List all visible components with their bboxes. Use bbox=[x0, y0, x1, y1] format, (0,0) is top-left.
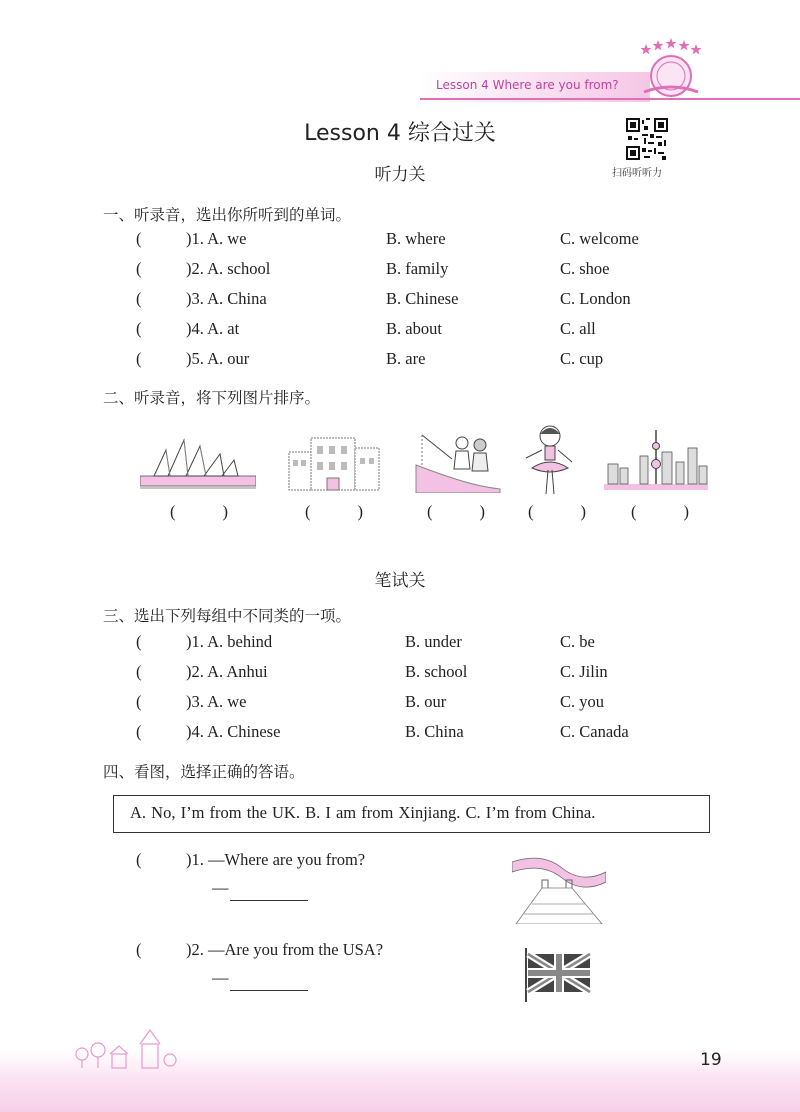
item-b: B. Chinese bbox=[386, 289, 459, 308]
castle-decoration-icon bbox=[72, 1024, 182, 1070]
item-b: B. under bbox=[405, 632, 462, 651]
picture-order-paren[interactable]: ( ) bbox=[170, 502, 228, 521]
buildings-picture bbox=[285, 428, 383, 494]
ballet-girl-picture bbox=[522, 422, 574, 500]
part2-heading: 二、听录音，将下列图片排序。 bbox=[103, 389, 321, 407]
question-text: )2. —Are you from the USA? bbox=[186, 940, 384, 959]
item-a: )1. A. behind bbox=[186, 632, 273, 651]
item-a: )2. A. Anhui bbox=[186, 662, 268, 681]
qr-caption: 扫码听听力 bbox=[612, 168, 662, 179]
part1-heading: 一、听录音，选出你所听到的单词。 bbox=[103, 206, 352, 224]
item-c: C. all bbox=[560, 319, 596, 338]
listening-section-title: 听力关 bbox=[374, 165, 426, 185]
picture-order-paren[interactable]: ( ) bbox=[528, 502, 586, 521]
item-c: C. welcome bbox=[560, 229, 639, 248]
item-a: )4. A. at bbox=[186, 319, 240, 338]
header-rule bbox=[420, 98, 800, 100]
item-b: B. are bbox=[386, 349, 426, 368]
item-a: )3. A. China bbox=[186, 289, 267, 308]
answer-paren[interactable]: ( bbox=[136, 229, 142, 248]
answer-paren[interactable]: ( bbox=[136, 349, 142, 368]
item-a: )1. A. we bbox=[186, 229, 247, 248]
answer-paren[interactable]: ( bbox=[136, 259, 142, 278]
picture-order-paren[interactable]: ( ) bbox=[305, 502, 363, 521]
kids-fishing-picture bbox=[412, 425, 504, 493]
answer-dash: — bbox=[212, 878, 229, 897]
uk-flag-picture bbox=[520, 948, 592, 1002]
item-c: C. be bbox=[560, 632, 595, 651]
page-title: Lesson 4 综合过关 bbox=[304, 121, 496, 146]
item-a: )5. A. our bbox=[186, 349, 250, 368]
picture-order-paren[interactable]: ( ) bbox=[427, 502, 485, 521]
answer-blank[interactable] bbox=[230, 900, 308, 901]
item-b: B. school bbox=[405, 662, 468, 681]
part4-heading: 四、看图，选择正确的答语。 bbox=[103, 763, 305, 781]
item-b: B. family bbox=[386, 259, 449, 278]
brand-badge-icon bbox=[636, 38, 706, 100]
answer-paren[interactable]: ( bbox=[136, 850, 142, 869]
item-b: B. our bbox=[405, 692, 447, 711]
answer-paren[interactable]: ( bbox=[136, 692, 142, 711]
item-c: C. Jilin bbox=[560, 662, 608, 681]
item-c: C. cup bbox=[560, 349, 604, 368]
great-wall-picture bbox=[512, 848, 606, 924]
item-b: B. China bbox=[405, 722, 464, 741]
header-lesson-text: Lesson 4 Where are you from? bbox=[436, 78, 619, 92]
item-c: C. shoe bbox=[560, 259, 610, 278]
answer-paren[interactable]: ( bbox=[136, 289, 142, 308]
answer-blank[interactable] bbox=[230, 990, 308, 991]
qr-code-icon[interactable] bbox=[626, 118, 668, 160]
item-a: )4. A. Chinese bbox=[186, 722, 281, 741]
page-number: 19 bbox=[700, 1050, 722, 1070]
answer-paren[interactable]: ( bbox=[136, 722, 142, 741]
answer-paren[interactable]: ( bbox=[136, 632, 142, 651]
answer-dash: — bbox=[212, 968, 229, 987]
answer-options-text: A. No, I’m from the UK. B. I am from Xinjiang. C. I’m from China. bbox=[130, 803, 596, 822]
item-c: C. Canada bbox=[560, 722, 629, 741]
city-skyline-picture bbox=[604, 428, 708, 494]
item-c: C. you bbox=[560, 692, 605, 711]
question-text: )1. —Where are you from? bbox=[186, 850, 366, 869]
item-c: C. London bbox=[560, 289, 631, 308]
item-b: B. where bbox=[386, 229, 446, 248]
item-a: )2. A. school bbox=[186, 259, 271, 278]
answer-paren[interactable]: ( bbox=[136, 662, 142, 681]
part3-heading: 三、选出下列每组中不同类的一项。 bbox=[103, 607, 352, 625]
answer-paren[interactable]: ( bbox=[136, 319, 142, 338]
item-b: B. about bbox=[386, 319, 442, 338]
item-a: )3. A. we bbox=[186, 692, 247, 711]
writing-section-title: 笔试关 bbox=[374, 571, 426, 591]
picture-order-paren[interactable]: ( ) bbox=[631, 502, 689, 521]
sydney-opera-house-picture bbox=[140, 430, 256, 492]
answer-paren[interactable]: ( bbox=[136, 940, 142, 959]
